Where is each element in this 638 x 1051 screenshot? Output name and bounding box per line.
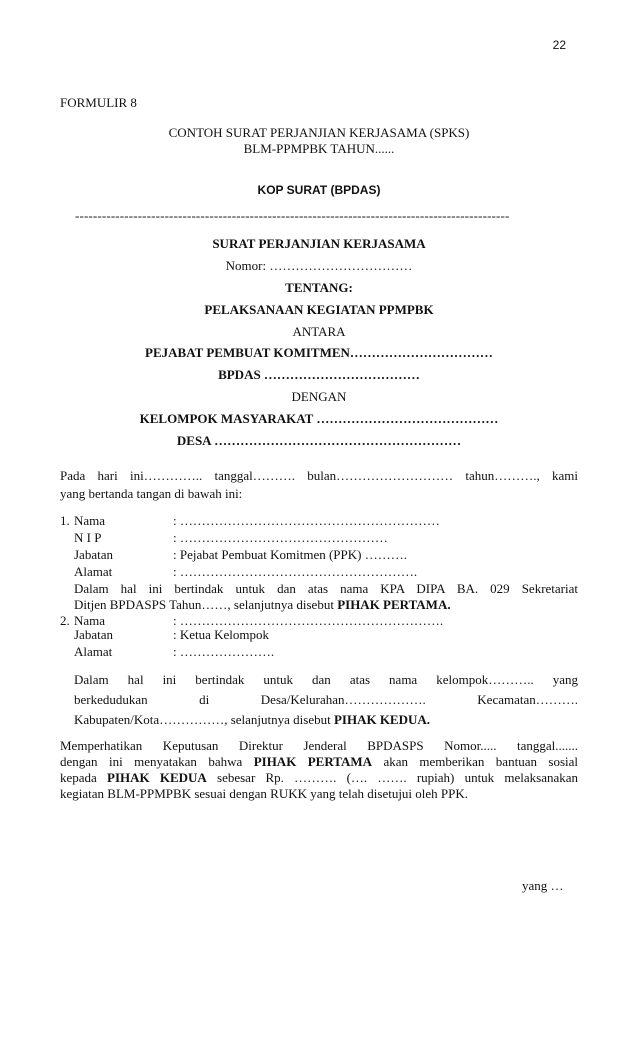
document-nomor: Nomor: …………………………… — [225, 258, 413, 273]
page-number: 22 — [552, 38, 566, 52]
party-one-jabatan-label: Jabatan — [74, 547, 113, 562]
party-one-nip-label: N I P — [74, 530, 102, 545]
dengan-label: DENGAN — [291, 389, 347, 404]
party-two-alamat-label: Alamat — [74, 644, 113, 659]
header-line-1: CONTOH SURAT PERJANJIAN KERJASAMA (SPKS) — [168, 125, 470, 140]
party-two-alamat-value: : …………………. — [173, 644, 275, 659]
header-line-2: BLM-PPMPBK TAHUN...... — [243, 141, 395, 156]
closing-line-2-rest: akan memberikan bantuan sosial — [372, 754, 578, 769]
party-one-heading: PEJABAT PEMBUAT KOMITMEN…………………………… — [145, 345, 493, 360]
closing-pihak-pertama: PIHAK PERTAMA — [253, 754, 373, 769]
party-two-jabatan-label: Jabatan — [74, 627, 113, 642]
party-two-nama-value: : ……………………………………………………. — [173, 613, 444, 628]
party-one-nama-label: Nama — [74, 513, 106, 528]
party-one-desc-line-2 — [74, 597, 451, 613]
party-one-number: 1. — [60, 513, 70, 528]
party-one-jabatan-value: : Pejabat Pembuat Komitmen (PPK) ………. — [173, 547, 407, 562]
antara-label: ANTARA — [292, 324, 346, 339]
party-one-alamat-value: : ………………………………………………. — [173, 564, 418, 579]
closing-pihak-kedua: PIHAK KEDUA — [107, 770, 207, 785]
kop-surat: KOP SURAT (BPDAS) — [257, 183, 381, 197]
pihak-pertama-label: PIHAK PERTAMA. — [337, 597, 451, 612]
party-two-jabatan-value: : Ketua Kelompok — [173, 627, 270, 642]
party-two-nama-label: Nama — [74, 613, 106, 628]
party-one-nama-value: : …………………………………………………… — [173, 513, 440, 528]
party-one-desc-text: Ditjen BPDASPS Tahun……, selanjutnya disebut — [74, 597, 338, 612]
tentang-label: TENTANG: — [285, 280, 353, 295]
party-two-desc-text: Kabupaten/Kota……………, selanjutnya disebut — [74, 712, 334, 727]
form-label: FORMULIR 8 — [60, 95, 137, 110]
party-one-nip-value: : ………………………………………… — [173, 530, 388, 545]
party-two-number: 2. — [60, 613, 70, 628]
closing-line-2-text: dengan ini menyatakan bahwa — [60, 754, 254, 769]
party-one-alamat-label: Alamat — [74, 564, 113, 579]
party-two-desc-line-1: Dalam hal ini bertindak untuk dan atas nama kelompok……….. yang — [74, 672, 578, 687]
closing-line-1: Memperhatikan Keputusan Direktur Jenderal BPDASPS Nomor..... tanggal....... — [60, 738, 578, 753]
document-title: SURAT PERJANJIAN KERJASAMA — [212, 236, 426, 251]
party-two-desc-line-2: berkedudukan di Desa/Kelurahan………………. Kecamatan………. — [74, 692, 578, 707]
closing-line-4: kegiatan BLM-PPMPBK sesuai dengan RUKK yang telah disetujui oleh PPK. — [60, 786, 469, 801]
closing-line-3 — [60, 770, 578, 786]
intro-line-1: Pada hari ini………….. tanggal………. bulan……………………… tahun………., kami — [60, 468, 578, 483]
party-two-desa: DESA ………………………………………………… — [176, 433, 462, 448]
party-one-desc-line-1: Dalam hal ini bertindak untuk dan atas nama KPA DIPA BA. 029 Sekretariat — [74, 581, 578, 596]
document-subject: PELAKSANAAN KEGIATAN PPMPBK — [204, 302, 434, 317]
closing-line-3-rest: sebesar Rp. ………. (…. ……. rupiah) untuk melaksanakan — [206, 770, 579, 785]
pihak-kedua-label: PIHAK KEDUA. — [333, 712, 431, 727]
closing-line-2 — [60, 754, 578, 770]
closing-line-3-text: kepada — [60, 770, 108, 785]
party-two-desc-line-3 — [74, 710, 430, 730]
party-two-heading: KELOMPOK MASYARAKAT …………………………………… — [139, 411, 499, 426]
header-divider: ------------------------------------------------------------------------------------------------- — [75, 208, 510, 223]
continuation-marker: yang … — [522, 878, 564, 893]
intro-line-2: yang bertanda tangan di bawah ini: — [60, 486, 243, 501]
party-one-bpdas: BPDAS ……………………………… — [218, 367, 420, 382]
